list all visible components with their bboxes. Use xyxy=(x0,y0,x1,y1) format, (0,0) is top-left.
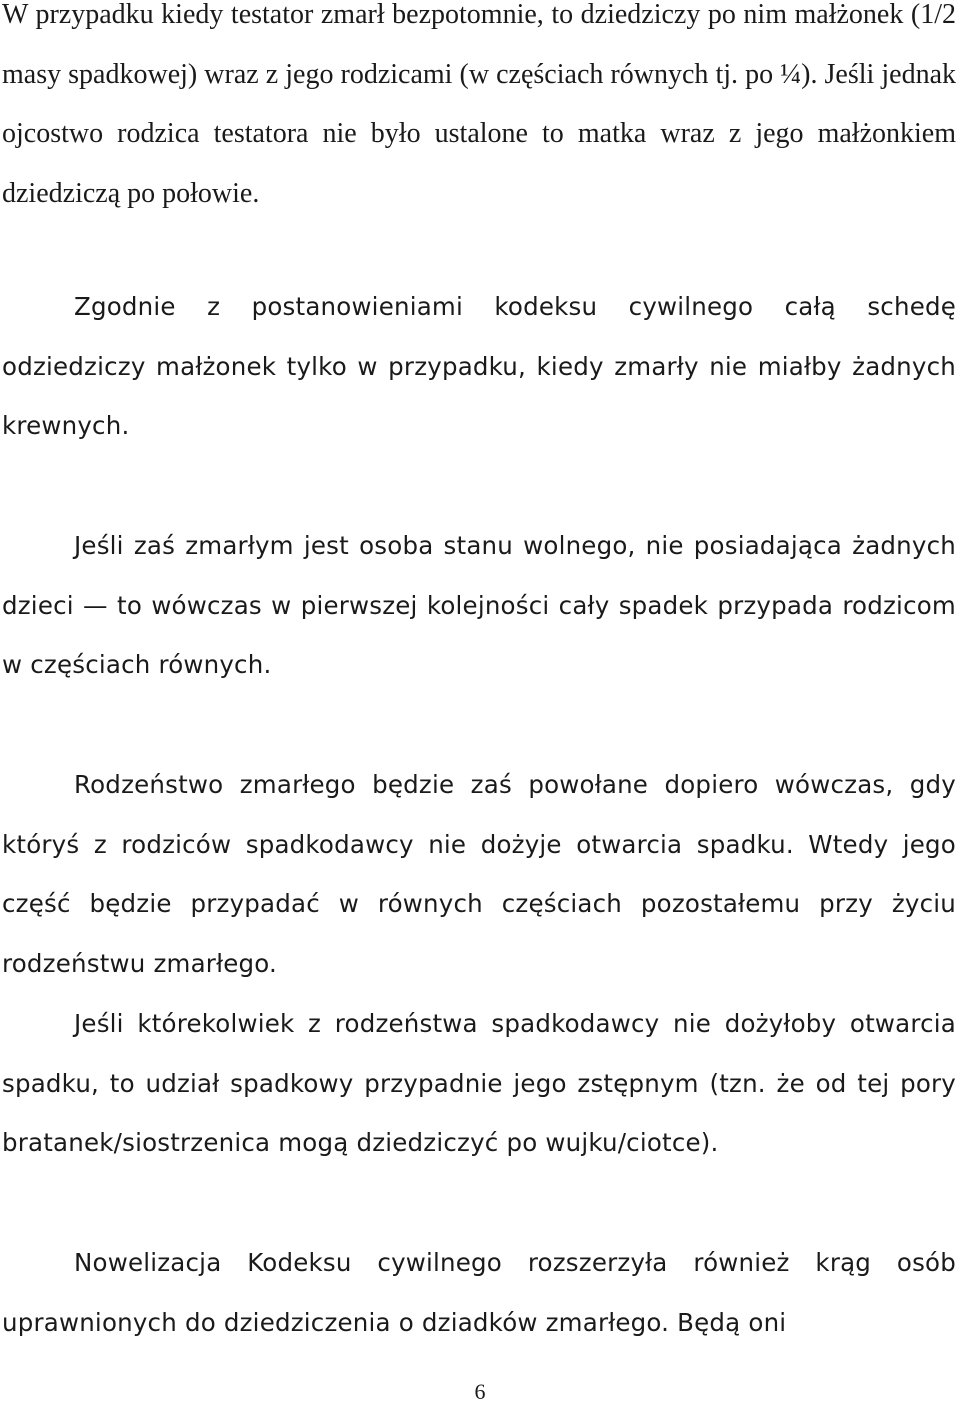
paragraph-3: Jeśli zaś zmarłym jest osoba stanu wolnego, nie posiadająca żadnych dzieci — to wówczas w pierwszej kolejności cały spadek przypada rodzicom w częściach równych. xyxy=(2,531,956,679)
paragraph-6: Nowelizacja Kodeksu cywilnego rozszerzyła również krąg osób uprawnionych do dziedziczenia o dziadków zmarłego. Będą oni xyxy=(2,1248,956,1337)
paragraph-5: Jeśli którekolwiek z rodzeństwa spadkodawcy nie dożyłoby otwarcia spadku, to udział spadkowy przypadnie jego zstępnym (tzn. że od tej pory bratanek/siostrzenica mogą dziedziczyć po wujku/ciotce). xyxy=(2,1009,956,1157)
paragraph-1: W przypadku kiedy testator zmarł bezpotomnie, to dziedziczy po nim małżonek (1/2 masy spadkowej) wraz z jego rodzicami (w częściach równych tj. po ¼). Jeśli jednak ojcostwo rodzica testatora nie było ustalone to matka wraz z jego małżonkiem dziedziczą po połowie. xyxy=(2,0,956,209)
page-number: 6 xyxy=(474,1379,486,1404)
paragraph-4: Rodzeństwo zmarłego będzie zaś powołane dopiero wówczas, gdy któryś z rodziców spadkodawcy nie dożyje otwarcia spadku. Wtedy jego część będzie przypadać w równych częściach pozostałemu przy życiu rodzeństwu zmarłego. xyxy=(2,770,956,978)
paragraph-2: Zgodnie z postanowieniami kodeksu cywilnego całą schedę odziedziczy małżonek tylko w przypadku, kiedy zmarły nie miałby żadnych krewnych. xyxy=(2,292,956,440)
